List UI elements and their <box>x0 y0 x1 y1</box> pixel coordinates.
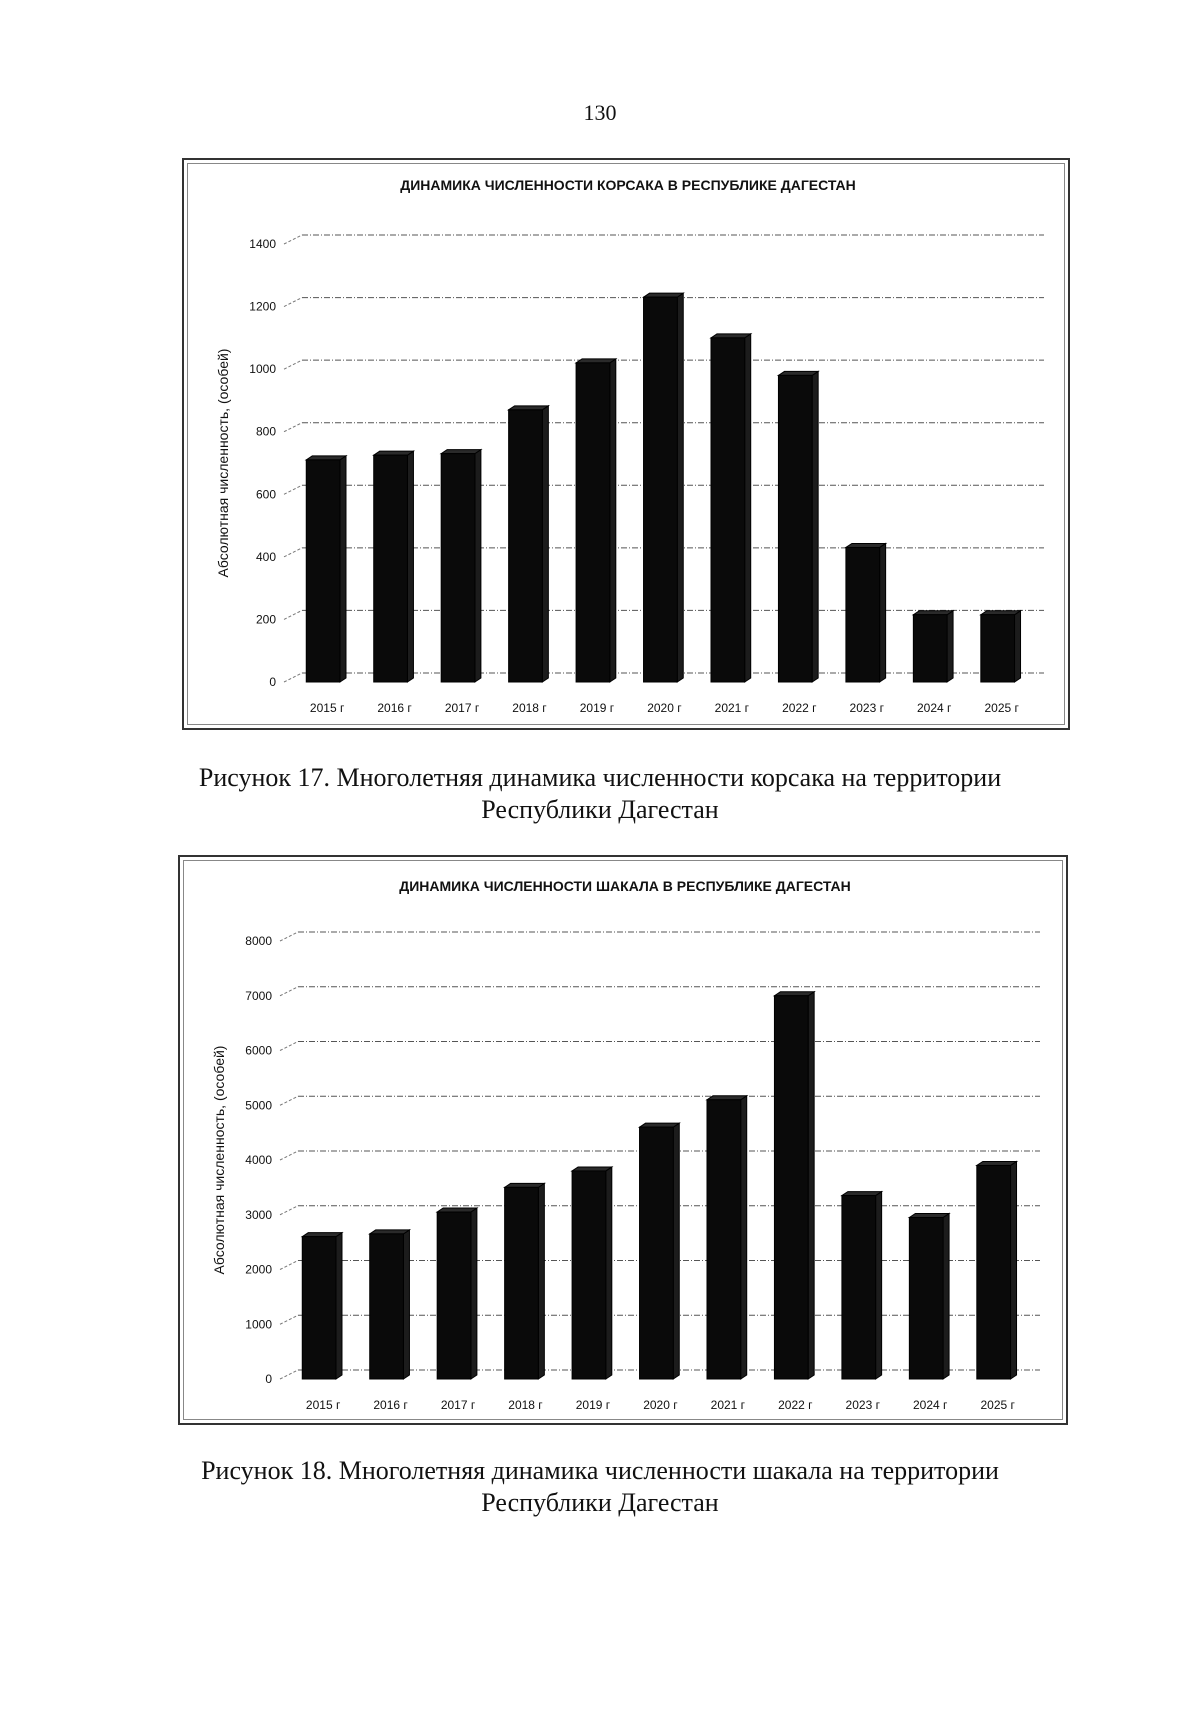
bar <box>302 1237 336 1379</box>
bar-top <box>913 611 953 615</box>
chart-title: ДИНАМИКА ЧИСЛЕННОСТИ КОРСАКА В РЕСПУБЛИКЕ ДАГЕСТАН <box>400 177 856 193</box>
bar-top <box>977 1161 1017 1165</box>
chart-korsak <box>182 158 1070 730</box>
caption-line-1: Рисунок 18. Многолетняя динамика численности шакала на территории <box>201 1456 999 1485</box>
bar <box>778 375 812 682</box>
bar-top <box>437 1208 477 1212</box>
bar-side <box>812 371 818 682</box>
bar-side <box>336 1233 342 1379</box>
x-tick-label: 2021 г <box>714 701 750 715</box>
caption-line-2: Республики Дагестан <box>481 1488 719 1517</box>
bar <box>370 1234 404 1379</box>
x-tick-label: 2022 г <box>778 1398 813 1412</box>
bar-top <box>640 1123 680 1127</box>
bar <box>640 1127 674 1379</box>
gridline-diagonal <box>284 610 302 619</box>
y-tick-label: 1000 <box>245 1317 272 1332</box>
y-tick-label: 400 <box>255 549 276 564</box>
bar-side <box>1015 611 1021 682</box>
x-tick-label: 2025 г <box>980 1398 1015 1412</box>
chart-shakal <box>178 855 1068 1425</box>
x-tick-label: 2024 г <box>917 701 952 715</box>
gridline-diagonal <box>284 548 302 557</box>
y-tick-label: 3000 <box>245 1207 272 1222</box>
bar-side <box>403 1230 409 1379</box>
bar-top <box>576 359 616 363</box>
x-tick-label: 2023 г <box>845 1398 880 1412</box>
y-tick-label: 1400 <box>249 237 276 251</box>
bar-side <box>475 450 481 682</box>
y-axis-label: Абсолютная численность, (особей) <box>215 348 231 578</box>
bar-top <box>981 611 1021 615</box>
bar <box>374 455 408 682</box>
x-tick-label: 2018 г <box>512 701 547 715</box>
gridline-diagonal <box>280 1042 298 1051</box>
y-axis-label: Абсолютная численность, (особей) <box>211 1045 227 1275</box>
y-tick-label: 8000 <box>245 934 272 948</box>
bar-side <box>542 406 548 682</box>
bar-side <box>808 992 814 1379</box>
bar-side <box>1011 1161 1017 1379</box>
gridline-diagonal <box>284 235 302 244</box>
bar <box>505 1187 539 1379</box>
bar-side <box>880 543 886 682</box>
bar-side <box>677 293 683 682</box>
gridline-diagonal <box>284 485 302 494</box>
bar-top <box>909 1213 949 1217</box>
chart-korsak-svg <box>184 160 1072 732</box>
y-tick-label: 4000 <box>245 1153 272 1167</box>
x-tick-label: 2022 г <box>782 701 817 715</box>
x-tick-label: 2023 г <box>849 701 884 715</box>
bar-top <box>711 334 751 338</box>
bar-top <box>707 1096 747 1100</box>
bar <box>981 615 1015 682</box>
bar-top <box>509 406 549 410</box>
x-tick-label: 2019 г <box>579 701 615 715</box>
x-tick-label: 2020 г <box>643 1398 678 1412</box>
gridline-diagonal <box>284 298 302 307</box>
bar-top <box>572 1167 612 1171</box>
bar <box>774 996 808 1379</box>
figure-caption-18 <box>0 1455 1200 1519</box>
x-tick-label: 2019 г <box>575 1398 611 1412</box>
bar <box>842 1196 876 1379</box>
bar-top <box>374 451 414 455</box>
bar-side <box>471 1208 477 1379</box>
y-tick-label: 6000 <box>245 1043 272 1058</box>
bar-top <box>505 1183 545 1187</box>
bar <box>977 1165 1011 1379</box>
gridline-diagonal <box>280 1206 298 1215</box>
y-tick-label: 1200 <box>249 299 276 314</box>
y-tick-label: 200 <box>255 612 276 627</box>
x-tick-label: 2018 г <box>508 1398 543 1412</box>
bar <box>509 410 543 682</box>
x-tick-label: 2021 г <box>710 1398 746 1412</box>
gridline-diagonal <box>280 1261 298 1270</box>
bar <box>576 363 610 682</box>
bar-top <box>774 992 814 996</box>
bar <box>441 454 475 682</box>
bar-side <box>340 456 346 682</box>
y-tick-label: 2000 <box>245 1262 272 1277</box>
x-tick-label: 2017 г <box>444 701 480 715</box>
x-tick-label: 2015 г <box>305 1398 341 1412</box>
gridline-diagonal <box>280 932 298 941</box>
chart-title: ДИНАМИКА ЧИСЛЕННОСТИ ШАКАЛА В РЕСПУБЛИКЕ ДАГЕСТАН <box>399 878 851 894</box>
chart-shakal-svg <box>180 857 1070 1427</box>
bar-top <box>842 1192 882 1196</box>
x-tick-label: 2024 г <box>913 1398 948 1412</box>
bar-side <box>943 1213 949 1379</box>
bar-side <box>673 1123 679 1379</box>
bar-top <box>778 371 818 375</box>
gridline-diagonal <box>284 360 302 369</box>
x-tick-label: 2016 г <box>373 1398 408 1412</box>
bar-side <box>876 1192 882 1379</box>
caption-line-2: Республики Дагестан <box>481 795 719 824</box>
gridline-diagonal <box>280 987 298 996</box>
gridline-diagonal <box>284 423 302 432</box>
gridline-diagonal <box>284 673 302 682</box>
figure-caption-17 <box>0 762 1200 826</box>
bar-side <box>610 359 616 682</box>
gridline-diagonal <box>280 1315 298 1324</box>
bar <box>437 1212 471 1379</box>
caption-line-1: Рисунок 17. Многолетняя динамика численности корсака на территории <box>198 763 1002 792</box>
bar-top <box>846 543 886 547</box>
y-tick-label: 600 <box>255 487 276 502</box>
bar <box>572 1171 606 1379</box>
x-tick-label: 2020 г <box>647 701 682 715</box>
bar-side <box>745 334 751 682</box>
x-tick-label: 2016 г <box>377 701 412 715</box>
bar <box>711 338 745 682</box>
x-tick-label: 2015 г <box>309 701 345 715</box>
bar <box>909 1217 943 1379</box>
bar-top <box>441 450 481 454</box>
bar-top <box>306 456 346 460</box>
bar-side <box>947 611 953 682</box>
y-tick-label: 1000 <box>249 362 276 377</box>
y-tick-label: 0 <box>265 1372 272 1386</box>
y-tick-label: 7000 <box>245 988 272 1003</box>
bar-side <box>407 451 413 682</box>
y-tick-label: 800 <box>255 424 276 439</box>
bar-side <box>741 1096 747 1379</box>
x-tick-label: 2025 г <box>984 701 1019 715</box>
gridline-diagonal <box>280 1151 298 1160</box>
y-tick-label: 0 <box>269 675 276 689</box>
bar-top <box>370 1230 410 1234</box>
bar <box>644 297 678 682</box>
bar-top <box>644 293 684 297</box>
bar <box>846 547 880 682</box>
bar <box>913 615 947 682</box>
gridline-diagonal <box>280 1370 298 1379</box>
gridline-diagonal <box>280 1096 298 1105</box>
x-tick-label: 2017 г <box>440 1398 476 1412</box>
page-number: 130 <box>583 100 617 125</box>
bar-top <box>302 1233 342 1237</box>
bar <box>306 460 340 682</box>
bar <box>707 1100 741 1379</box>
bar-side <box>606 1167 612 1379</box>
y-tick-label: 5000 <box>245 1098 272 1113</box>
bar-side <box>538 1183 544 1379</box>
